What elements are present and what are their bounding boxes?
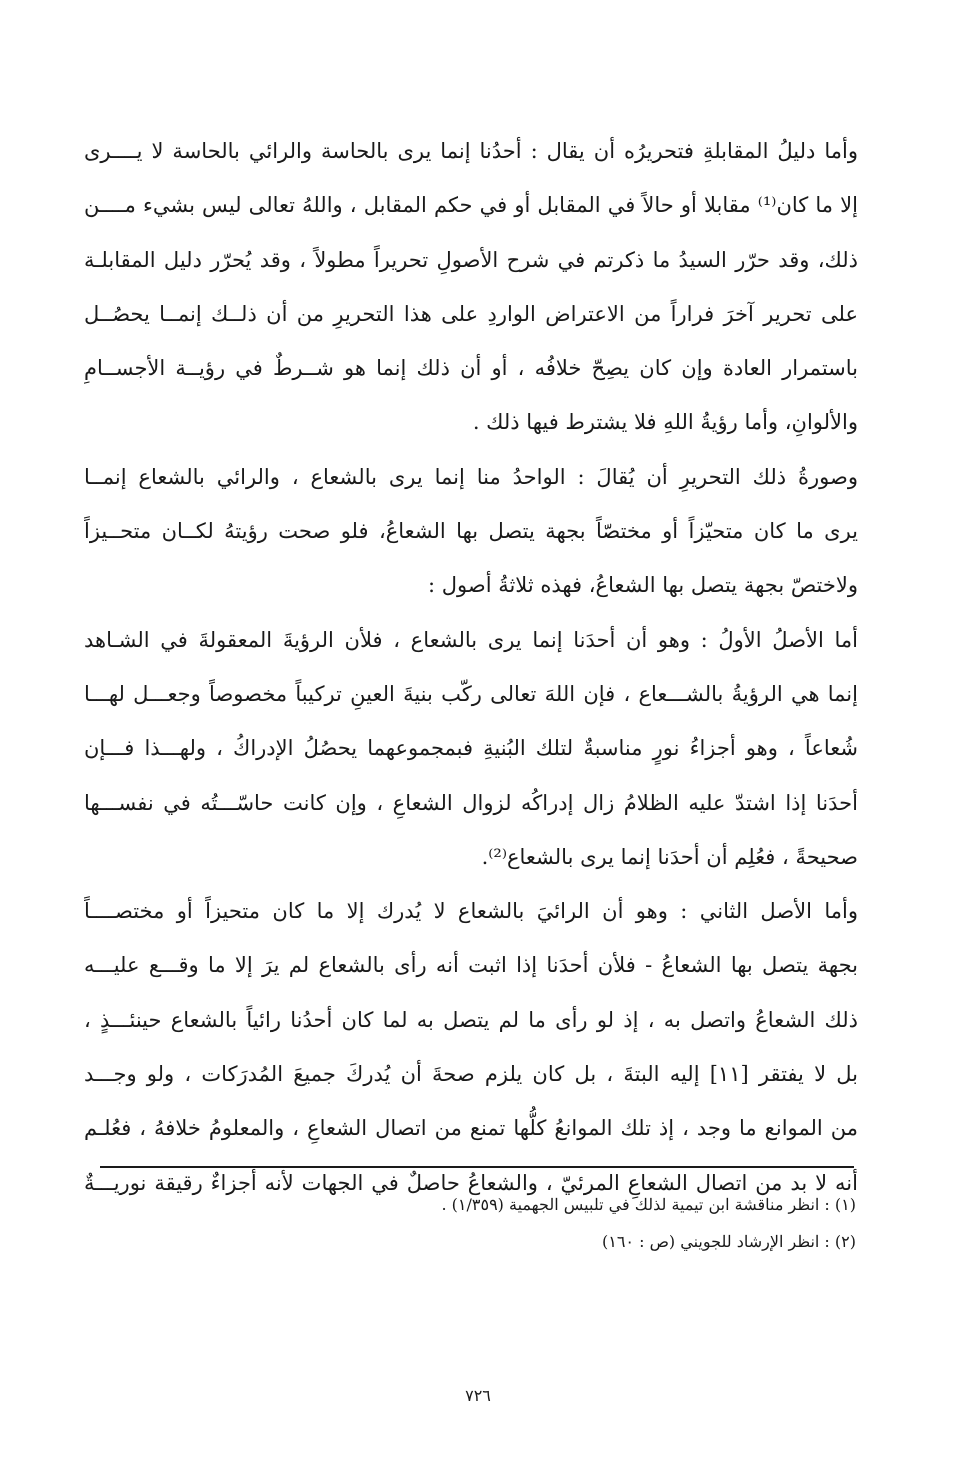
text-line: أما الأصلُ الأولُ : وهو أن أحدَنا إنما يرى بالشعاع ، فلأن الرؤيةَ المعقولةَ في الشـاهد: [84, 627, 858, 652]
text-line: شُعاعاً ، وهو أجزاءُ نورٍ مناسبةٌ لتلك البُنيةِ فبمجموعهما يحصُلُ الإدراكُ ، ولهـــذا فـــإن: [84, 736, 858, 761]
text-line: باستمرار العادة وإن كان يصِحّ خلافُه ، أو أن ذلك إنما هو شــرطٌ في رؤيــة الأجســامِ: [84, 356, 858, 381]
page-number: ٧٢٦: [465, 1386, 491, 1405]
text-line: والألوانِ، وأما رؤيةُ اللهِ فلا يشترط فيها ذلك .: [472, 410, 858, 435]
text-line: وصورةُ ذلك التحريرِ أن يُقالَ : الواحدُ منا إنما يرى بالشعاع ، والرائي بالشعاع إنمــا: [84, 464, 858, 489]
text-line: من الموانع ما وجد ، إذ تلك الموانعُ كلُّها تمنع من اتصال الشعاعِ ، والمعلومُ خلافهُ ، فعُلـم: [84, 1116, 858, 1141]
text-line: ذلك، وقد حرّر السيدُ ما ذكرتم في شرح الأصولِ تحريراً مطولاً ، وقد يُحرّر دليل المقابلـة: [84, 247, 858, 272]
text-line: أحدَنا إذا اشتدّ عليه الظلامُ زال إدراكُه لزوال الشعاعِ ، وإن كانت حاسّـــتُه في نفســـها: [84, 790, 858, 815]
footnote-separator: [100, 1166, 854, 1168]
text-line: وأما دليلُ المقابلةِ فتحريرُه أن يقال : أحدُنا إنما يرى بالحاسة والرائي بالحاسة لا يــــرى: [84, 139, 858, 163]
footnote: (٢) : انظر الإرشاد للجويني (ص : ١٦٠): [601, 1232, 856, 1251]
text-line: على تحرير آخرَ فراراً من الاعتراض الواردِ على هذا التحريرِ من أن ذلــك إنمــا يحصُــل: [84, 301, 858, 326]
main-text: [84, 124, 858, 1210]
text-line: أنه لا بد من اتصال الشعاعِ المرئيّ ، والشعاعُ حاصلٌ في الجهات لأنه أجزاءٌ رقيقة نوريـــةٌ: [84, 1170, 858, 1195]
text-line: ذلك الشعاعُ واتصل به ، إذ لو رأى ما لم يتصل به لما كان أحدُنا رائياً بالشعاع حينئـــذٍ ،: [84, 1007, 858, 1032]
text-line: صحيحةً ، فعُلِم أن أحدَنا إنما يرى بالشعاع⁽²⁾.: [481, 844, 858, 869]
text-line: إنما هي الرؤيةُ بالشـــعاع ، فإن اللهَ تعالى ركّب بنيةَ العينِ تركيباً مخصوصاً وجعـــل لهـــا: [84, 681, 858, 706]
text-line: بجهة يتصل بها الشعاعُ - فلأن أحدَنا إذا اثبت أنه رأى بالشعاع لم يرَ إلا ما وقـــع عليـــه: [84, 953, 858, 978]
text-line: وأما الأصل الثاني : وهو أن الرائيَ بالشعاع لا يُدرك إلا ما كان متحيزاً أو مختصــــاً: [84, 899, 858, 924]
footnote: (١) : انظر مناقشة ابن تيمية لذلك في تلبيس الجهمية (١/٣٥٩) .: [441, 1195, 856, 1214]
footnotes: [256, 1186, 856, 1260]
text-line: إلا ما كان⁽¹⁾ مقابلا أو حالاً في المقابل أو في حكم المقابل ، واللهُ تعالى ليس بشيء مــــن: [84, 193, 858, 218]
text-line: ولاختصّ بجهة يتصل بها الشعاعُ، فهذه ثلاثةُ أصول :: [428, 573, 858, 598]
text-line: يرى ما كان متحيّزاً أو مختصّاً بجهة يتصل بها الشعاعُ، فلو صحت رؤيتهُ لكــان متحــيزاً: [84, 519, 858, 544]
text-line: بل لا يفتقر [١١] إليه البتةَ ، بل كان يلزم صحةَ أن يُدركَ جميعَ المُدرَكات ، ولو وجـــد: [84, 1062, 858, 1087]
